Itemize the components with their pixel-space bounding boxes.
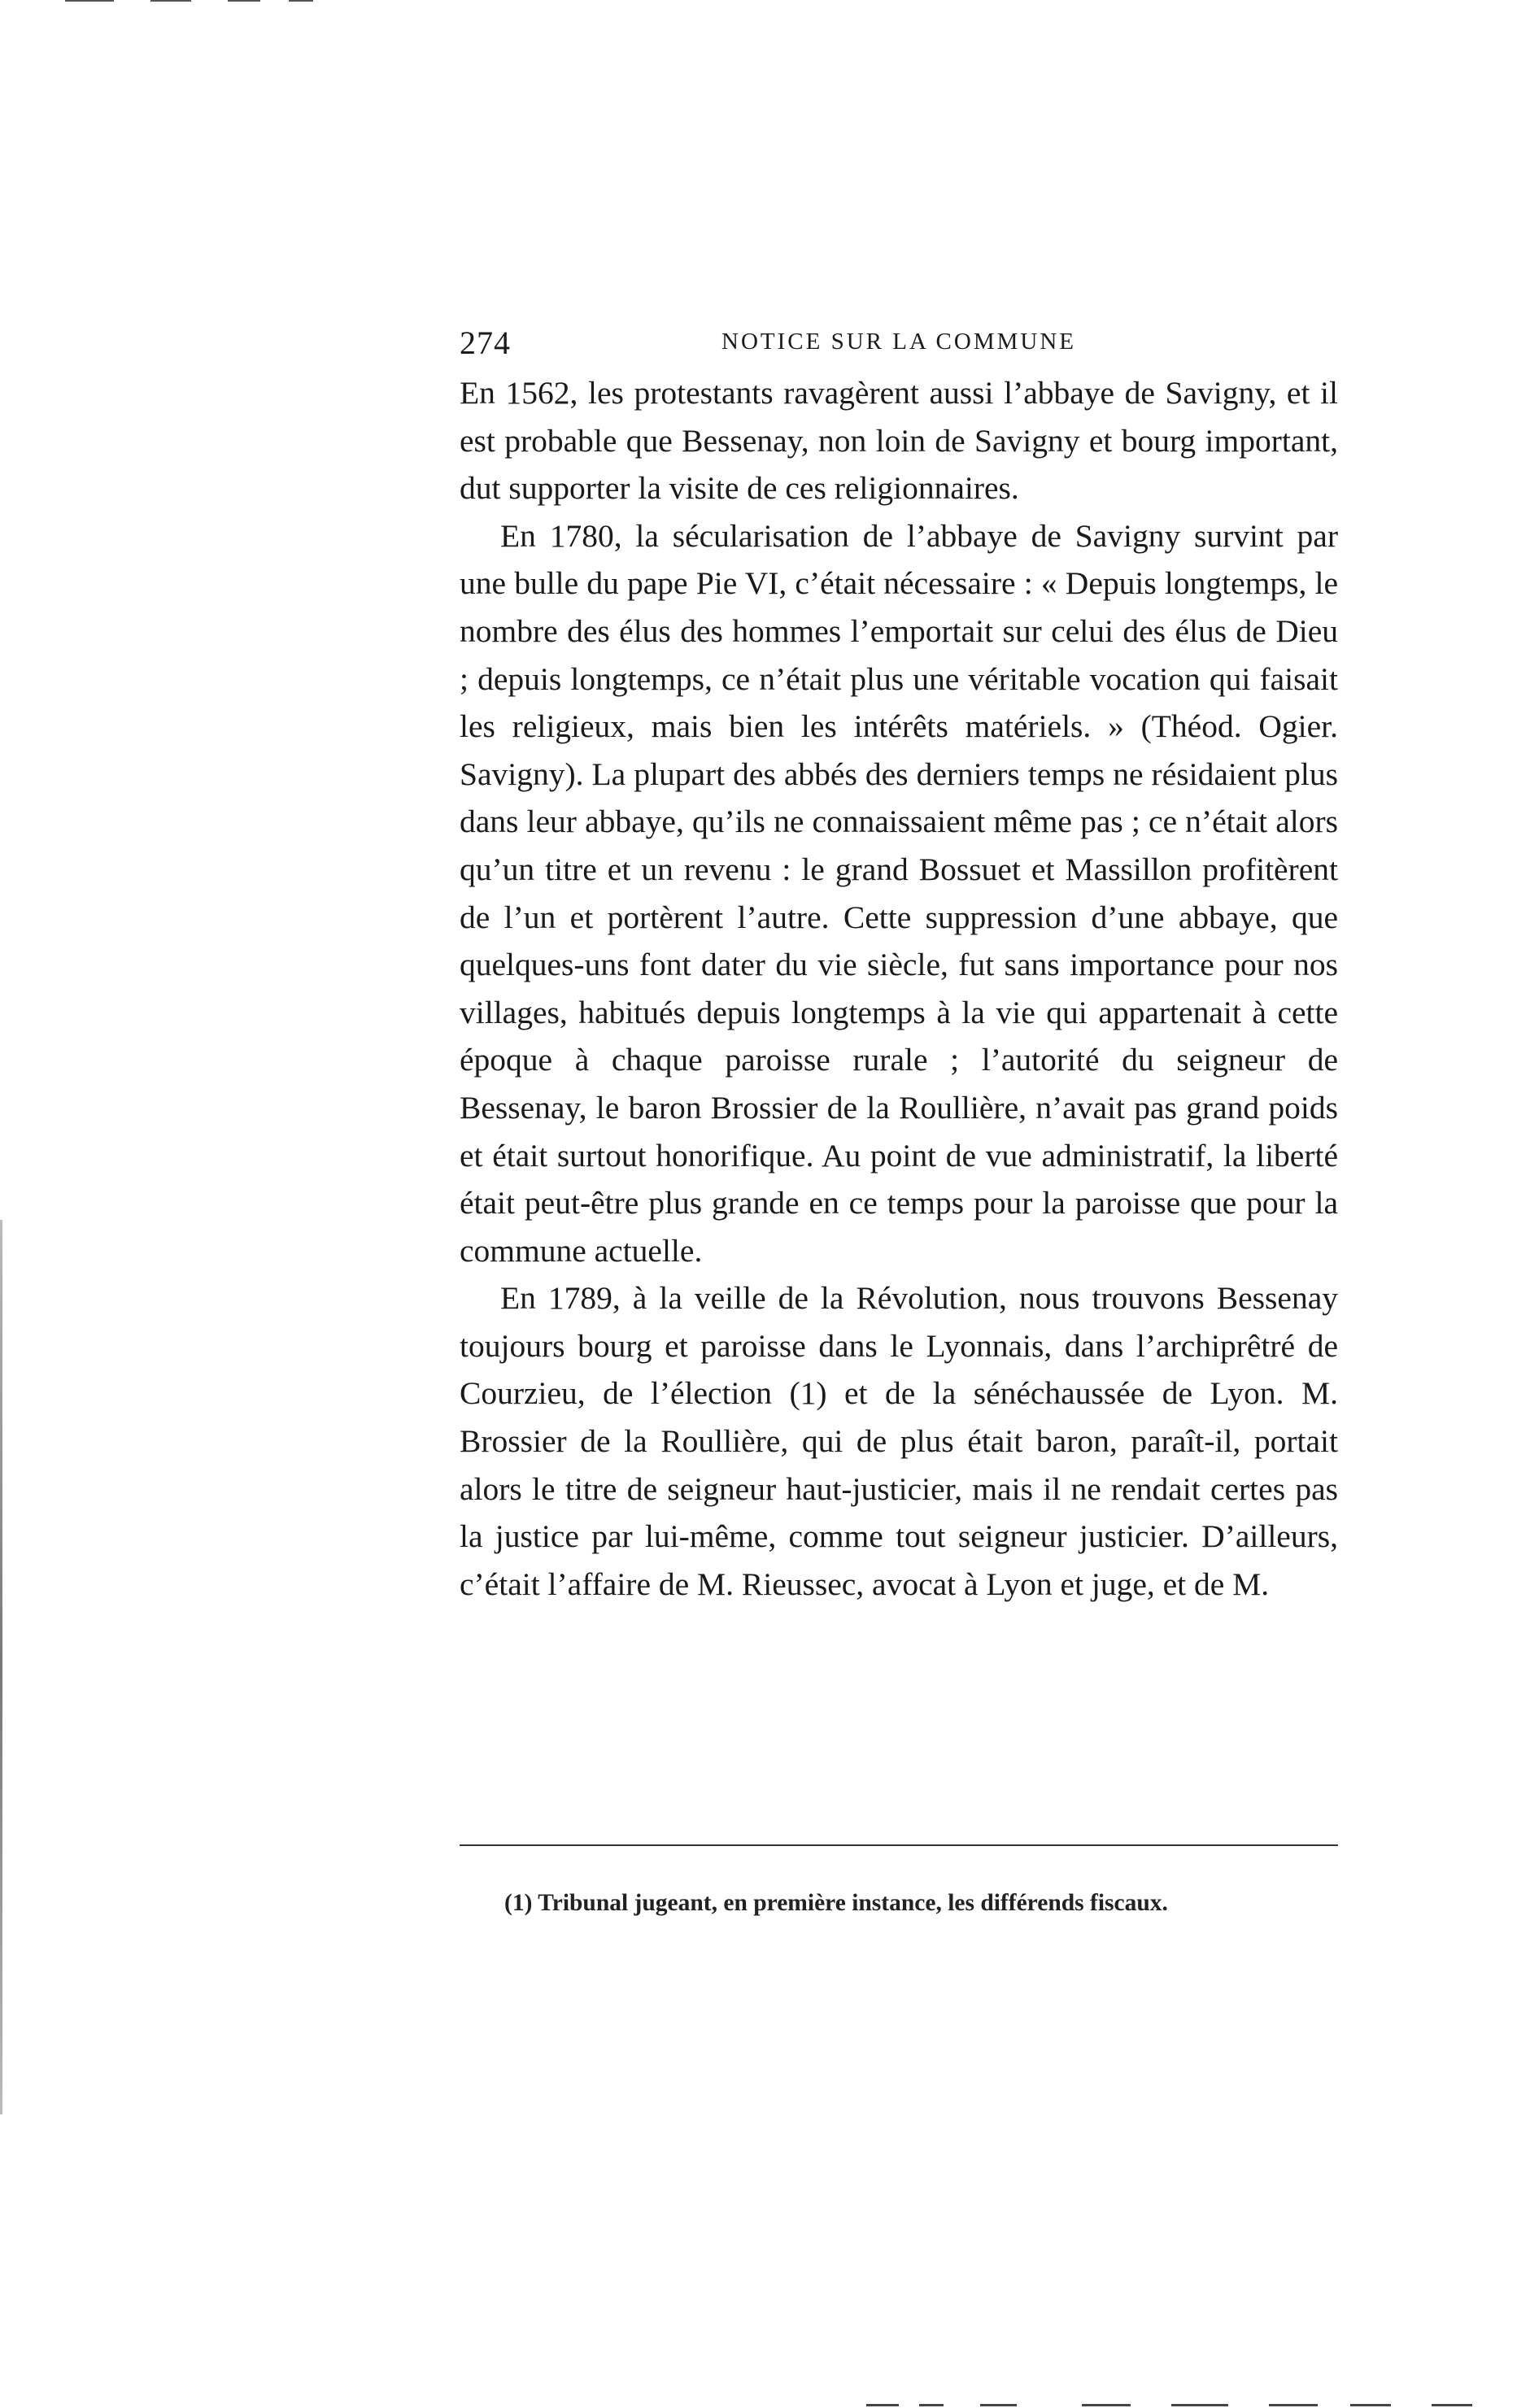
scan-artifact-left-edge xyxy=(0,1220,2,2114)
page-number: 274 xyxy=(460,324,511,361)
running-head xyxy=(460,319,1338,368)
paragraph-3: En 1789, à la veille de la Révolution, nous trouvons Bessenay toujours bourg et paroisse dans le Lyonnais, dans l’archiprêtré de Courzieu, de l’élection (1) et de la sénéchaussée de Lyon. M. Brossier de la Roullière, qui de plus était baron, paraît-il, portait alors le titre de seigneur haut-justicier, mais il ne rendait certes pas la justice par lui-même, comme tout seigneur justicier. D’ailleurs, c’était l’affaire de M. Rieussec, avocat à Lyon et juge, et de M. xyxy=(460,1280,1338,1602)
paragraph-1: En 1562, les protestants ravagèrent aussi l’abbaye de Savigny, et il est probable que Bessenay, non loin de Savigny et bourg important, dut supporter la visite de ces religionnaires. xyxy=(460,375,1338,507)
scan-artifact-bottom xyxy=(0,2397,1530,2408)
document-page xyxy=(460,319,1338,1608)
running-title: NOTICE SUR LA COMMUNE xyxy=(721,329,1076,355)
body-text xyxy=(460,369,1338,1608)
paragraph-2: En 1780, la sécularisation de l’abbaye de Savigny survint par une bulle du pape Pie VI, c’était nécessaire : « Depuis longtemps, le nombre des élus des hommes l’emportait sur celui des élus de Dieu ; depuis longtemps, ce n’était plus une véritable vocation qui faisait les religieux, mais bien les intérêts matériels. » (Théod. Ogier. Savigny). La plupart des abbés des derniers temps ne résidaient plus dans leur abbaye, qu’ils ne connaissaient même pas ; ce n’était alors qu’un titre et un revenu : le grand Bossuet et Massillon profitèrent de l’un et portèrent l’autre. Cette suppression d’une abbaye, que quelques-uns font dater du vie siècle, fut sans importance pour nos villages, habitués depuis longtemps à la vie qui appartenait à cette époque à chaque paroisse rurale ; l’autorité du seigneur de Bessenay, le baron Brossier de la Roullière, n’avait pas grand poids et était surtout honorifique. Au point de vue administratif, la liberté était peut-être plus grande en ce temps pour la paroisse que pour la commune actuelle. xyxy=(460,517,1338,1269)
footnote: (1) Tribunal jugeant, en première instance, les différends fiscaux. xyxy=(504,1890,1168,1916)
scan-artifact-top xyxy=(0,0,1530,7)
footnote-divider xyxy=(460,1844,1338,1846)
